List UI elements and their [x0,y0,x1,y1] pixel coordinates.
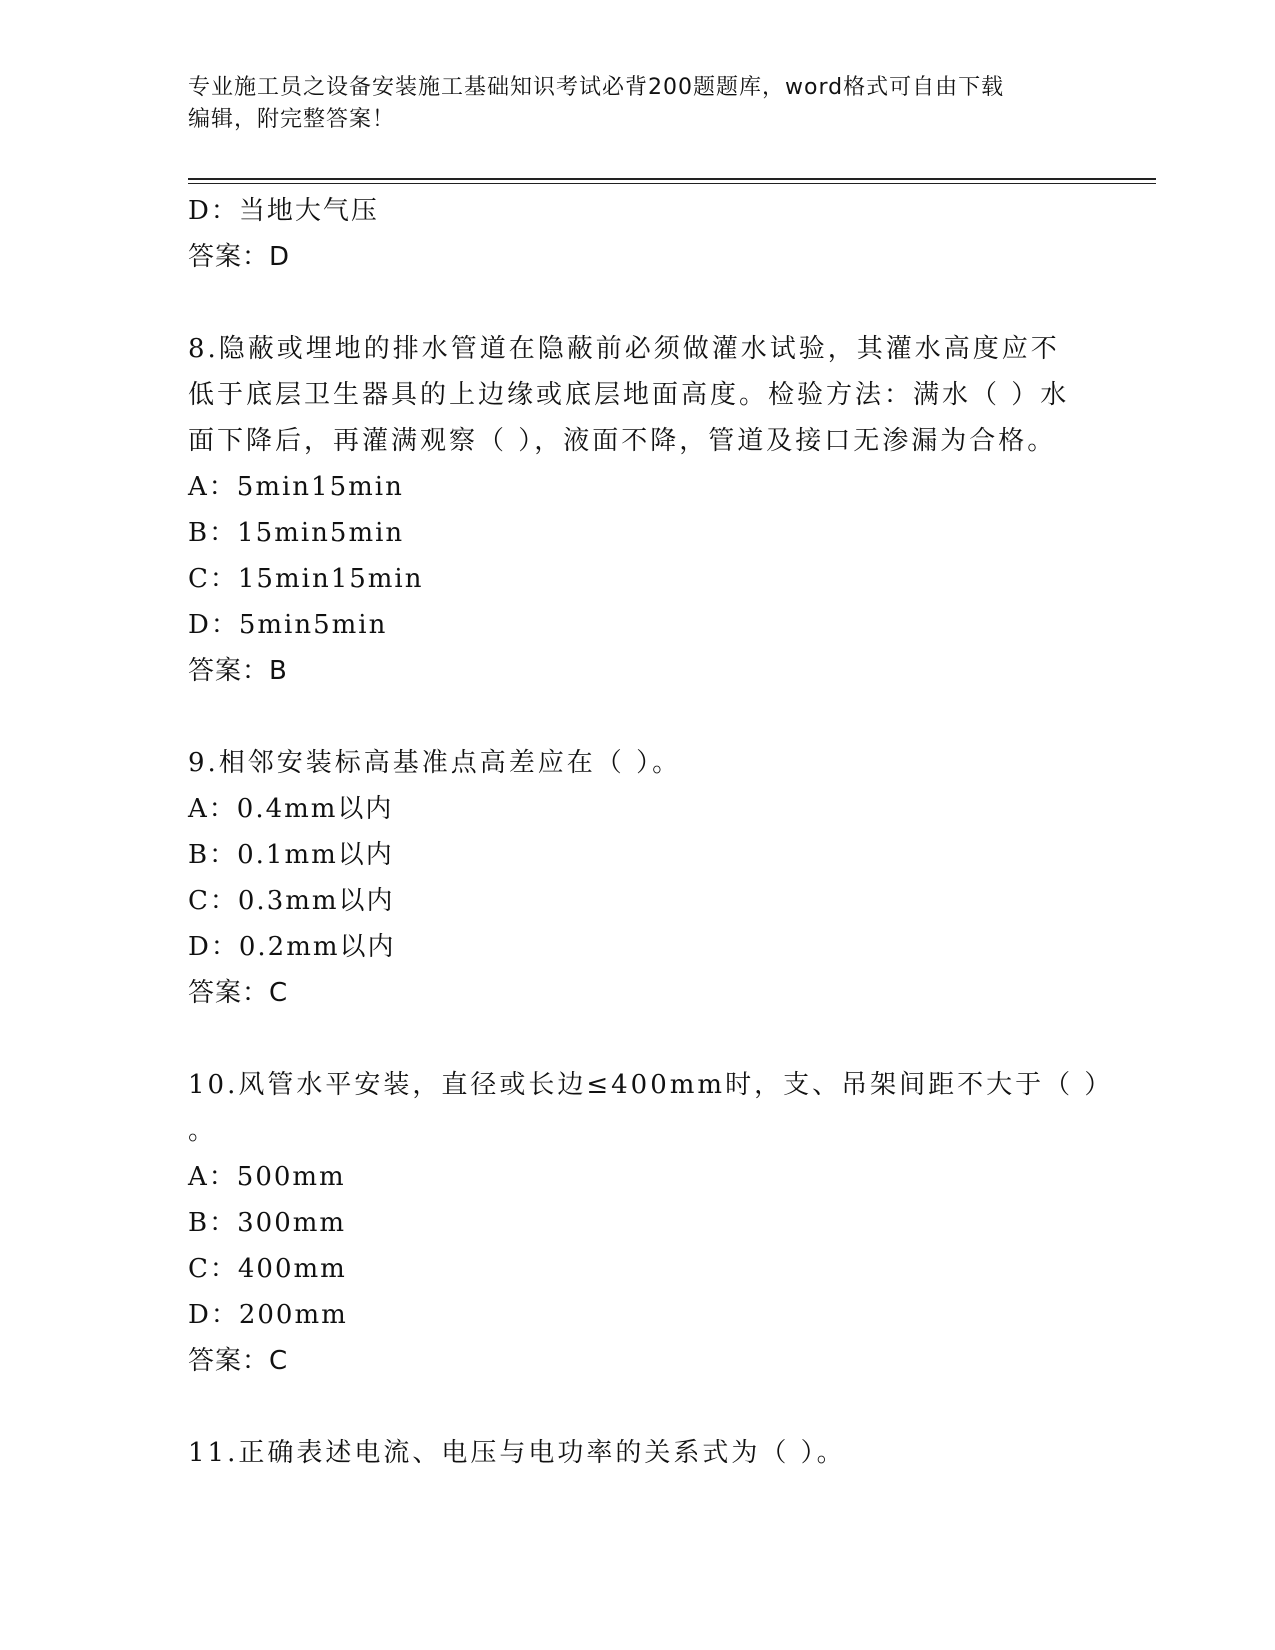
option-c: C：15min15min [188,564,424,594]
answer: 答案：C [188,978,289,1008]
question-8 [188,326,1088,694]
option-a: A：5min15min [188,472,404,502]
question-text-line: 8.隐蔽或埋地的排水管道在隐蔽前必须做灌水试验，其灌水高度应不 [188,334,1060,364]
answer: 答案：B [188,656,288,686]
question-text-line: 。 [188,1116,218,1146]
answer: 答案：C [188,1346,289,1376]
option-c: C：0.3mm以内 [188,886,395,916]
question-content [188,188,1114,1476]
option-a: A：0.4mm以内 [188,794,394,824]
prev-option-d: D：当地大气压 [188,196,379,226]
spacer [188,1384,1088,1430]
option-b: B：0.1mm以内 [188,840,394,870]
question-9 [188,740,1088,1016]
option-d: D：200mm [188,1300,348,1330]
question-11 [188,1430,1088,1476]
question-text-line: 低于底层卫生器具的上边缘或底层地面高度。检验方法：满水（ ）水 [188,380,1070,410]
option-d: D：5min5min [188,610,388,640]
question-text-line: 面下降后，再灌满观察（ ），液面不降，管道及接口无渗漏为合格。 [188,426,1057,456]
spacer [188,1016,1088,1062]
question-text-line: 11.正确表述电流、电压与电功率的关系式为（ ）。 [188,1438,846,1468]
option-d: D：0.2mm以内 [188,932,396,962]
option-a: A：500mm [188,1162,346,1192]
header-line-1: 专业施工员之设备安装施工基础知识考试必背200题题库，word格式可自由下载 [188,75,1005,100]
question-text-line: 10.风管水平安装，直径或长边≤400mm时，支、吊架间距不大于（ ） [188,1070,1114,1100]
question-10 [188,1062,1114,1384]
document-header [188,72,1068,136]
option-b: B：15min5min [188,518,405,548]
header-line-2: 编辑，附完整答案！ [188,107,396,132]
spacer [188,280,1088,326]
header-rule-thick [188,178,1156,180]
option-b: B：300mm [188,1208,347,1238]
option-c: C：400mm [188,1254,347,1284]
spacer [188,694,1088,740]
header-rule-thin [188,183,1156,184]
prev-answer: 答案：D [188,242,291,272]
question-text-line: 9.相邻安装标高基准点高差应在（ ）。 [188,748,682,778]
